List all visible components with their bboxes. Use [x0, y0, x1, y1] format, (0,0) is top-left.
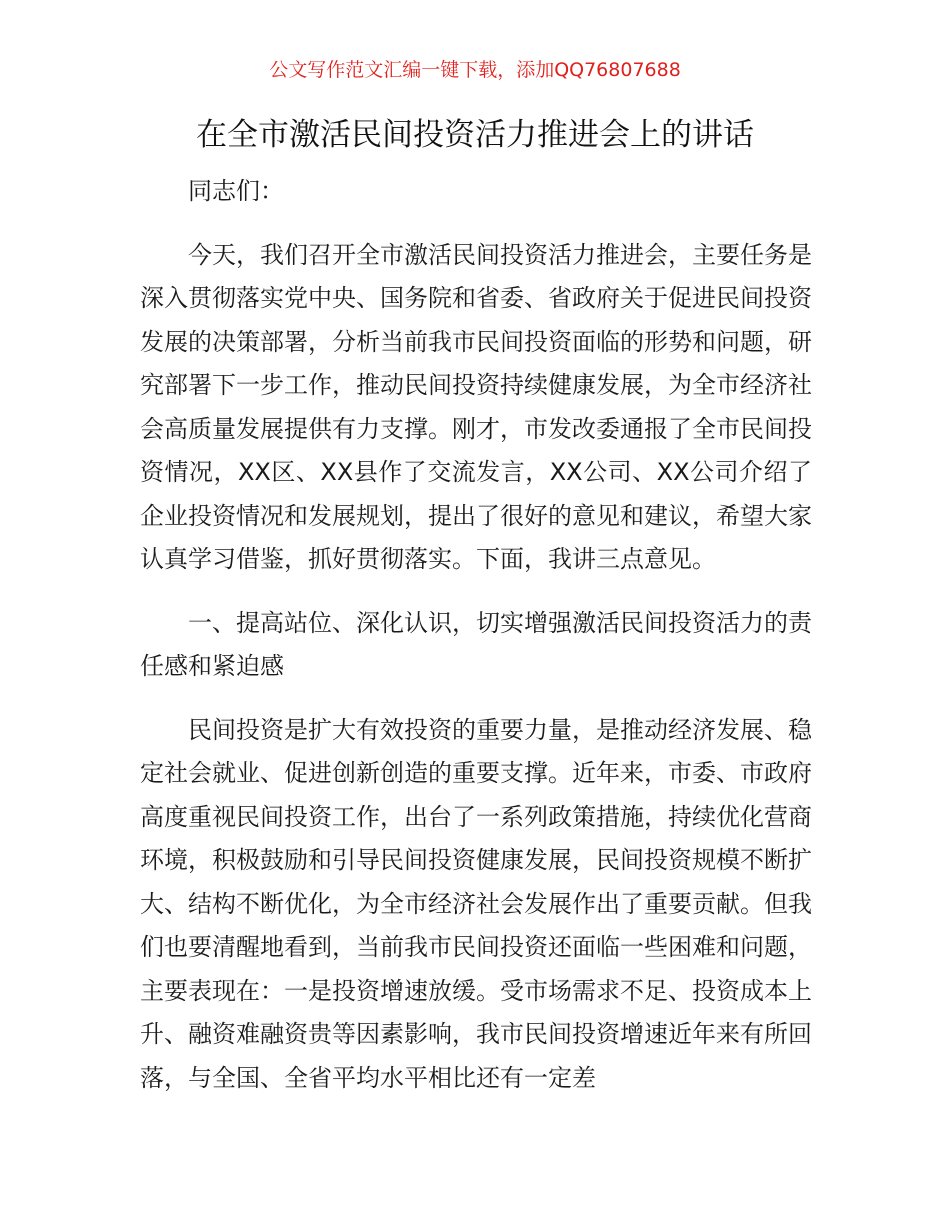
section-1-paragraph: 民间投资是扩大有效投资的重要力量，是推动经济发展、稳定社会就业、促进创新创造的重要支撑。近年来，市委、市政府高度重视民间投资工作，出台了一系列政策措施，持续优化营商环境，积极鼓励和引导民间投资健康发展，民间投资规模不断扩大、结构不断优化，为全市经济社会发展作出了重要贡献。但我们也要清醒地看到，当前我市民间投资还面临一些困难和问题，主要表现在：一是投资增速放缓。受市场需求不足、投资成本上升、融资难融资贵等因素影响，我市民间投资增速近年来有所回落，与全国、全省平均水平相比还有一定差 [140, 715, 812, 1092]
section-1-heading: 一、提高站位、深化认识，切实增强激活民间投资活力的责任感和紧迫感 [140, 608, 812, 680]
salutation: 同志们： [188, 177, 284, 205]
document-title: 在全市激活民间投资活力推进会上的讲话 [196, 117, 754, 153]
download-banner: 公文写作范文汇编一键下载，添加QQ76807688 [269, 59, 681, 81]
document-body [140, 170, 812, 1100]
opening-paragraph: 今天，我们召开全市激活民间投资活力推进会，主要任务是深入贯彻落实党中央、国务院和省委、省政府关于促进民间投资发展的决策部署，分析当前我市民间投资面临的形势和问题，研究部署下一步工作，推动民间投资持续健康发展，为全市经济社会高质量发展提供有力支撑。刚才，市发改委通报了全市民间投资情况，XX区、XX县作了交流发言，XX公司、XX公司介绍了企业投资情况和发展规划，提出了很好的意见和建议，希望大家认真学习借鉴，抓好贯彻落实。下面，我讲三点意见。 [140, 240, 812, 573]
